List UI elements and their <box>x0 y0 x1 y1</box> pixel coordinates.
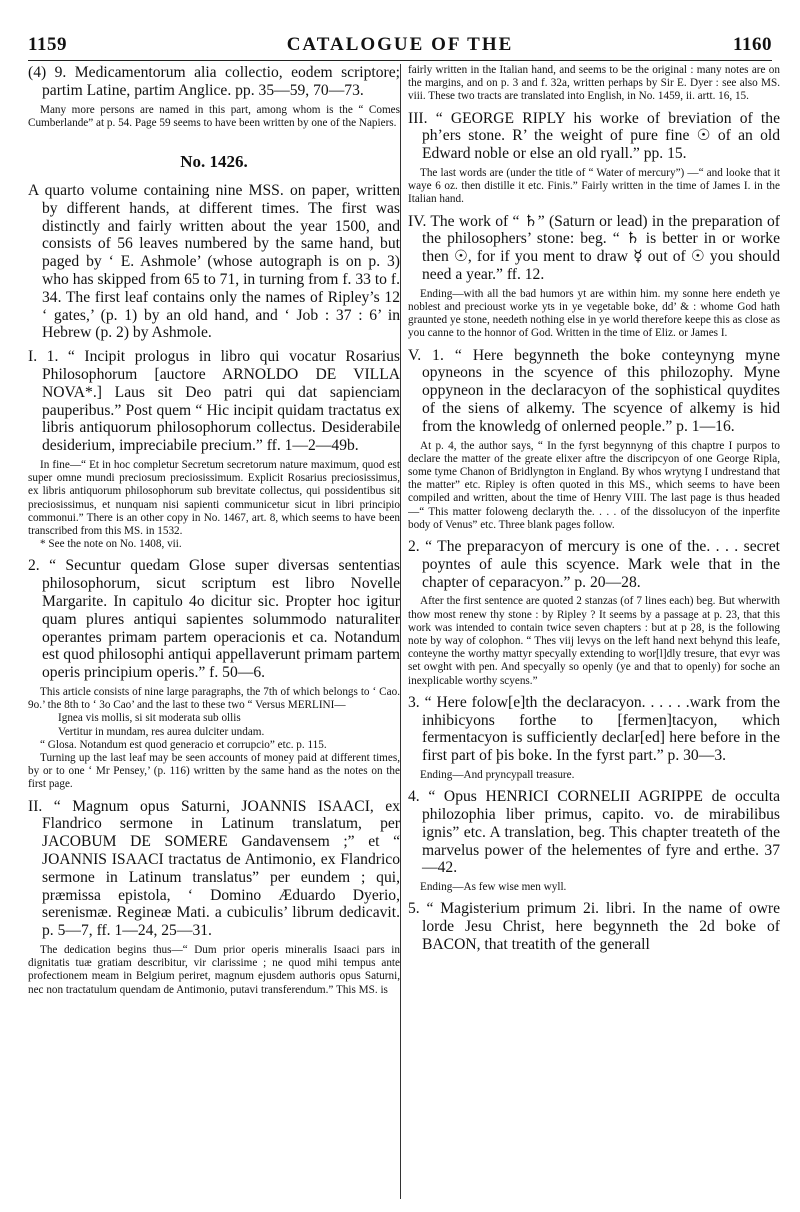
entry-ii: II. “ Magnum opus Saturni, JOANNIS ISAACI, ex Flandrico sermone in Latinum translatum, per JACOBUM DE SOMERE Gandavensem ;” et “ JOANNIS ISAACI tractatus de Antimonio, ex Flandrico sermone in Latinum translatus” per eundem ; qui, præmissa epistola, ‘ Domino Æduardo Dyerio, serenismæ. Regineæ Mati. a cubiculis’ librum dedicavit. p. 5—7, ff. 1—24, 25—31. <box>28 797 400 940</box>
entry-i-2-note: This article consists of nine large paragraphs, the 7th of which belongs to ‘ Cao. 9o.’ the 8th to ‘ 3o Cao’ and the last to these two “ Versus MERLINI— <box>28 685 400 712</box>
entry-v-1: V. 1. “ Here begynneth the boke conteynyng myne opyneons in the scyence of this philozophy. Myne oppyneon in the declaracyon of the sophistical quydites of the siens of alkemy. The scyence of alkemy is hid from the knowledg of onlerned people.” p. 1—16. <box>408 346 780 435</box>
entry-i-1: I. 1. “ Incipit prologus in libro qui vocatur Rosarius Philosophorum [auctore ARNOLDO DE VILLA NOVA*.] Laus sit Deo patri qui dat sapienciam pauperibus.” Post quem “ Hic incipit quidam tractatus ex libris antiquorum philosophorum collectus. Desiderabile desiderium, impreciabile precium.” ff. 1—2—49b. <box>28 348 400 455</box>
verse-line-2: Vertitur in mundam, res aurea dulciter undam. <box>58 725 265 738</box>
entry-v-2-note: After the first sentence are quoted 2 stanzas (of 7 lines each) beg. But wherwith thow most renew thy stone : by Ripley ? It seems by a passage at p. 23, that this work was intended to contain twice seven chapters : but at p 28, is the following note by way of colophon. “ Thes viij levys on the left hand next behynd this leafe, conteyne the worthy mattyr specyally extending to wor[l]dly tresure, that evyr was set owght with pen. And specyally so openly (ye and that to openly) for soche an inexplicable worthy scyens.” <box>408 595 780 687</box>
entry-4-9: (4) 9. Medicamentorum alia collectio, eodem scriptore; partim Latine, partim Anglice. pp. 35—59, 70—73. <box>28 64 400 99</box>
entry-i-2: 2. “ Secuntur quedam Glose super diversas sententias philosophorum, sicut scriptum est libro Novelle Margarite. In capitulo 4o dicitur sic. Propter hoc igitur quam plures antiqui sapientes solummodo naturaliter operantes primam partem operacionis et ca. Notandum est quod philosophi antiqui appellaverunt primam partem operis principium operis.” f. 50—6. <box>28 557 400 682</box>
entry-iv-note: Ending—with all the bad humors yt are within him. my sonne here endeth ye noblest and precioust worke yts in ye vegetable boke, dd’ & : whome God hath graunted ye stone, needeth nothing else in ye world therefore keepe this as close as you canne to the honnor of God. Written in the time of Eliz. or James I. <box>408 287 780 340</box>
entry-iv: IV. The work of “ ♄” (Saturn or lead) in the preparation of the philosophers’ stone: beg. “ ♄ is better in or worke then ☉, for if you ment to draw ☿ out of ☉ you should need a year.” ff. 12. <box>408 212 780 283</box>
entry-v-4: 4. “ Opus HENRICI CORNELII AGRIPPE de occulta philozophia liber primus, capito. vo. de mirabilibus ignis” etc. A translation, beg. This chapter treateth of the marvelus power of the helementes of fyre and erthe. 37—42. <box>408 788 780 877</box>
entry-i-2-glosa: “ Glosa. Notandum est quod generacio et corrupcio” etc. p. 115. <box>40 738 327 751</box>
entry-v-5: 5. “ Magisterium primum 2i. libri. In the name of owre lorde Jesu Christ, here begynneth the 2d boke of BACON, that treatith of the generall <box>408 900 780 953</box>
entry-v-3: 3. “ Here folow[e]th the declaracyon. . . . . .wark from the inhibicyons forthe to [fermen]tacyon, which fermentacyon is sufficiently declar[ed] here before in the first part of þis boke. In the fyrst part.” p. 30—3. <box>408 693 780 765</box>
entry-iii-note: The last words are (under the title of “ Water of mercury”) —“ and looke that it waye 6 oz. then distille it etc. Finis.” Fairly written in the time of James I. in the Italian hand. <box>408 167 780 206</box>
right-column <box>408 64 780 1204</box>
entry-i-1-note: In fine—“ Et in hoc completur Secretum secretorum nature maximum, quod est super omne mundi preciosum preciosissimum. Explicit Rosarius preciosissimus, ex libris antiquorum philosophorum sub brevitate collectus, qui possidentibus sit preciosissimus, et nunquam nisi sapienti communicetur sicut in libri principio commonui.” There is an other copy in No. 1467, art. 8, which seems to have been transcribed from this MS. in 1532. <box>28 458 400 537</box>
verse-line-1: Ignea vis mollis, si sit moderata sub ollis <box>58 712 241 725</box>
entry-4-9-note: Many more persons are named in this part, among whom is the “ Comes Cumberlande” at p. 54. Page 59 seems to have been written by one of the Napiers. <box>28 103 400 129</box>
left-column <box>28 64 400 1204</box>
header-rule <box>28 60 772 61</box>
entry-ii-note-continued: fairly written in the Italian hand, and seems to be the original : many notes are on the margins, and on p. 3 and f. 32a, written perhaps by Sir E. Dyer : see also MS. viii. These two tracts are translated into English, in No. 1459, ii. artt. 16, 15. <box>408 64 780 103</box>
entry-iii: III. “ GEORGE RIPLY his worke of breviation of the ph’ers stone. R’ the weight of pure fine ☉ of an old Edward noble or else an old ryall.” pp. 15. <box>408 109 780 163</box>
entry-v-3-note: Ending—And pryncypall treasure. <box>420 769 575 782</box>
entry-i-1-footnote: * See the note on No. 1408, vii. <box>40 538 182 551</box>
entry-ii-note: The dedication begins thus—“ Dum prior operis mineralis Isaaci pars in dignitatis tuæ gratiam describitur, vir clarissime ; ne quod mihi tempus ante profectionem meam in Belgium periret, magnum ejusdem authoris opus Saturni, nec non tractatulum quendam de Antimonio, putavi transferendum.” This MS. is <box>28 943 400 996</box>
page-header <box>28 34 772 58</box>
entry-v-4-note: Ending—As few wise men wyll. <box>420 881 567 894</box>
running-title: CATALOGUE OF THE <box>286 34 514 55</box>
entry-v-2: 2. “ The preparacyon of mercury is one of the. . . . secret poyntes of aule this scyence. Mark wele that in the chapter of ceparacyon.” p. 20—28. <box>408 538 780 591</box>
page-number-right: 1160 <box>733 34 772 55</box>
column-divider <box>400 64 401 1199</box>
entry-v-1-note: At p. 4, the author says, “ In the fyrst begynnyng of this chaptre I purpos to declare the matter of the greate elixer aftre the discripcyon of one George Ripla, some tyme Chanon of Bridlyngton in England. By whos wrytyng I undrestand that the matter” etc. Ripley is often quoted in this MS., which seems to have been compiled and written, about the time of Henry VIII. The last page is thus headed—“ This matter foloweng declaryth the. . . . of the dissolucyon of the inperfite body of Venus” etc. Three blank pages follow. <box>408 439 780 531</box>
volume-description: A quarto volume containing nine MSS. on paper, written by different hands, at different times. The first was distinctly and fairly written about the year 1500, and consists of 56 leaves numbered by the same hand, but paged by ‘ E. Ashmole’ (whose autograph is on p. 3) who has skipped from 65 to 71, in turning from f. 33 to f. 34. The first leaf contains only the names of Ripley’s 12 ‘ gates,’ (p. 1) by an old hand, and ‘ Job : 37 : 6’ in Hebrew (p. 2) by Ashmole. <box>28 182 400 342</box>
page-number-left: 1159 <box>28 34 67 55</box>
entry-i-2-turning-note: Turning up the last leaf may be seen accounts of money paid at different times, by or to one ‘ Mr Pensey,’ (p. 116) written by the same hand as the notes on the first page. <box>28 751 400 791</box>
manuscript-number-heading: No. 1426. <box>180 152 248 171</box>
